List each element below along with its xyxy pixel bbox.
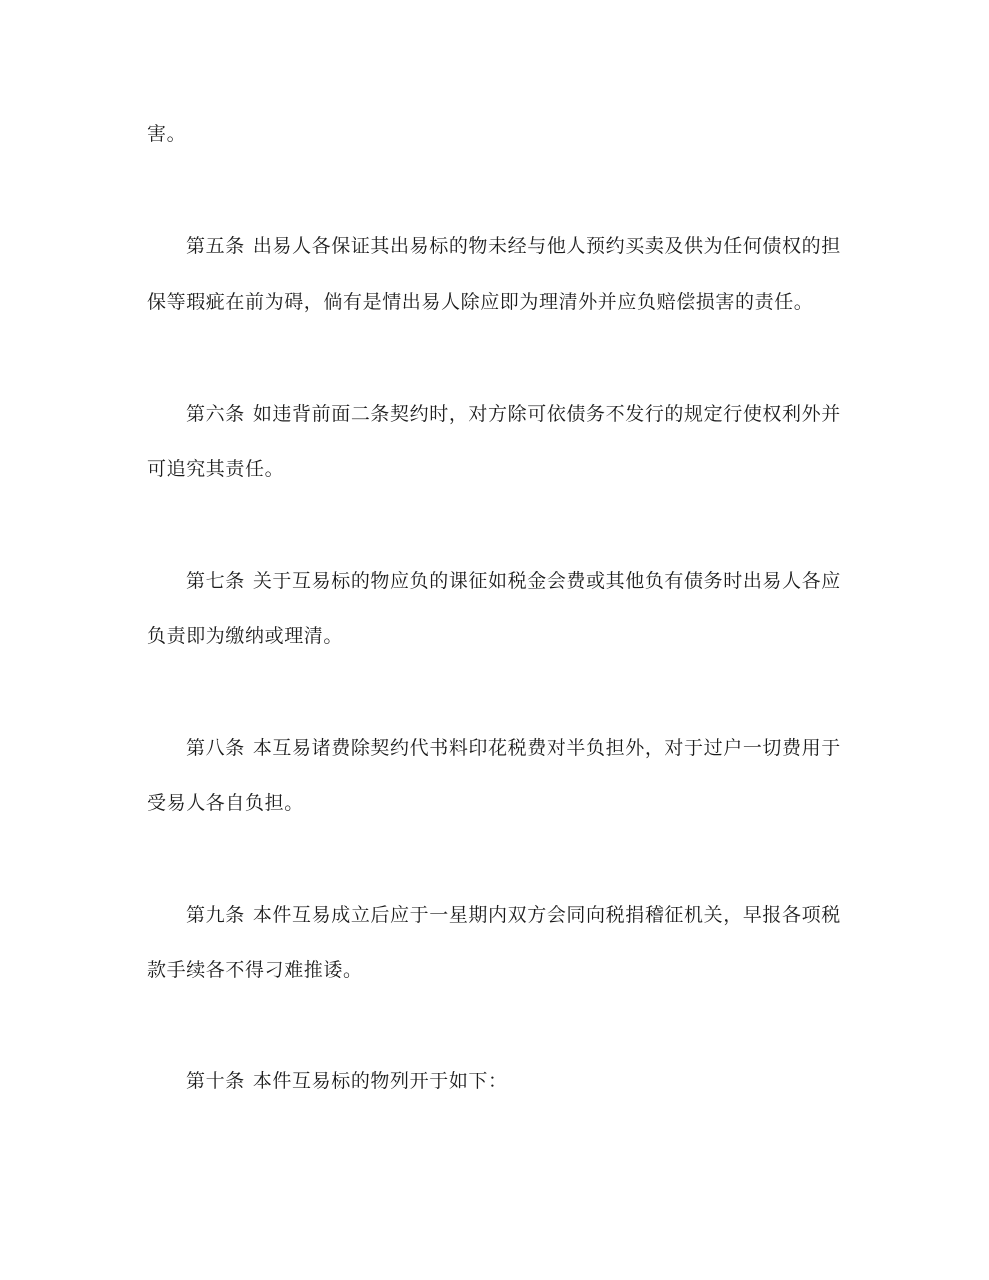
article-8-line-2: 受易人各自负担。 bbox=[147, 792, 304, 814]
article-7-line-2: 负责即为缴纳或理清。 bbox=[147, 625, 344, 647]
article-8-line-1 bbox=[186, 736, 846, 760]
article-6-number: 第六条 bbox=[186, 403, 245, 425]
article-6-text-1: 如违背前面二条契约时，对方除可依债务不发行的规定行使权利外并 bbox=[252, 403, 841, 425]
article-9-text-1: 本件互易成立后应于一星期内双方会同向税捐稽征机关，早报各项税 bbox=[252, 904, 841, 926]
article-8-text-1: 本互易诸费除契约代书料印花税费对半负担外，对于过户一切费用于 bbox=[252, 737, 841, 759]
article-7-number: 第七条 bbox=[186, 570, 245, 592]
article-5-line-1 bbox=[186, 234, 846, 258]
article-10-number: 第十条 bbox=[186, 1070, 245, 1092]
continuation-text: 害。 bbox=[147, 123, 187, 145]
article-5-number: 第五条 bbox=[186, 235, 245, 257]
article-6-line-1 bbox=[186, 402, 846, 426]
article-9-line-2: 款手续各不得刁难推诿。 bbox=[147, 959, 363, 981]
article-9-line-1 bbox=[186, 903, 846, 927]
article-10-text-1: 本件互易标的物列开于如下： bbox=[252, 1070, 508, 1092]
article-5-line-2: 保等瑕疵在前为碍，倘有是情出易人除应即为理清外并应负赔偿损害的责任。 bbox=[147, 291, 814, 313]
article-9-number: 第九条 bbox=[186, 904, 245, 926]
article-5-text-1: 出易人各保证其出易标的物未经与他人预约买卖及供为任何债权的担 bbox=[252, 235, 841, 257]
article-6-line-2: 可追究其责任。 bbox=[147, 458, 285, 480]
article-7-text-1: 关于互易标的物应负的课征如税金会费或其他负有债务时出易人各应 bbox=[252, 570, 841, 592]
article-8-number: 第八条 bbox=[186, 737, 245, 759]
article-10-line-1 bbox=[186, 1069, 846, 1093]
article-7-line-1 bbox=[186, 569, 846, 593]
